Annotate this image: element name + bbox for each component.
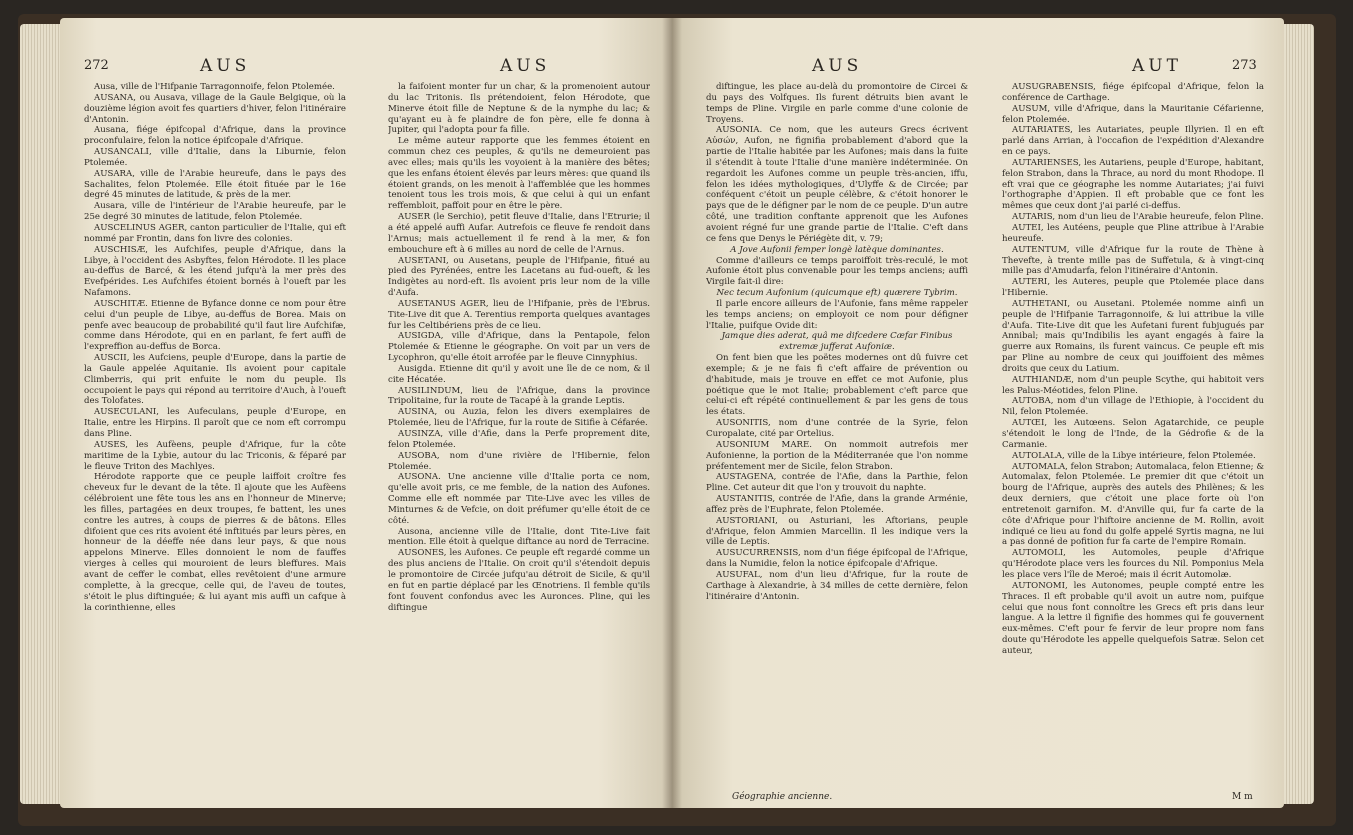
entry-paragraph: Nec tecum Aufonium (quicumque eft) quærere Tybrim. (716, 288, 958, 299)
entry-paragraph: la faifoient monter fur un char, & la promenoient autour du lac Tritonis. Ils prétendoient, felon Hérodote, que Minerve étoit fille de Neptune & de la nymphe du lac; & qu'ayant eu à fe plaindre de fon père, elle fe donna à Jupiter, qui l'adopta pour fa fille. (388, 82, 650, 136)
left-page-column-1 (84, 82, 346, 802)
entry-paragraph: AUTEI, les Autéens, peuple que Pline attribue à l'Arabie heureufe. (1002, 222, 1264, 244)
entry-paragraph: AUTŒI, les Autœens. Selon Agatarchide, ce peuple s'étendoit le long de l'Inde, de la Gédrofie & de la Carmanie. (1002, 418, 1264, 450)
entry-paragraph: AUSTANITIS, contrée de l'Afie, dans la grande Arménie, affez près de l'Euphrate, felon Ptolemée. (706, 494, 968, 515)
entry-paragraph: Ausigda. Etienne dit qu'il y avoit une île de ce nom, & il cite Hécatée. (388, 363, 650, 385)
left-page-column-2 (388, 82, 650, 802)
entry-paragraph: AUSARA, ville de l'Arabie heureufe, dans le pays des Sachalites, felon Ptolemée. Elle étoit fituée par le 16e degré 45 minutes de latitude, & près de la mer. (84, 168, 346, 201)
entry-paragraph: AUSONITIS, nom d'une contrée de la Syrie, felon Curopalate, cité par Ortelius. (706, 418, 968, 439)
gutter-shadow (662, 18, 682, 808)
entry-paragraph: AUTOMOLI, les Automoles, peuple d'Afrique qu'Hérodote place vers les fources du Nil. Pomponius Mela les place vers l'île de Meroé; mais il écrit Automolæ. (1002, 548, 1264, 580)
entry-paragraph: AUTARIENSES, les Autariens, peuple d'Europe, habitant, felon Strabon, dans la Thrace, au nord du mont Rhodope. Il eft vrai que ce géographe les nomme Autariates; j'ai fuivi l'orthographe d'Appien. Il eft probable que ce font les mêmes que ceux dont j'ai parlé ci-deffus. (1002, 157, 1264, 212)
entry-paragraph: AUTHETANI, ou Ausetani. Ptolemée nomme ainfi un peuple de l'Hifpanie Tarragonnoife, & lui attribue la ville d'Aufa. Tite-Live dit que les Aufetani furent fubjugués par Annibal; mais qu'Indibilis les ayant engagés à faire la guerre aux Romains, ils furent vaincus. Ce peuple eft mis par Pline au nombre de ceux qui jouiffoient des mêmes droits que ceux du Latium. (1002, 298, 1264, 374)
entry-paragraph: AUTARIATES, les Autariates, peuple Illyrien. Il en eft parlé dans Arrian, à l'occafion de l'expédition d'Alexandre en ce pays. (1002, 125, 1264, 158)
entry-paragraph: AUTHIANDÆ, nom d'un peuple Scythe, qui habitoit vers les Palus-Méotides, felon Pline. (1002, 374, 1264, 396)
entry-paragraph: AUTOBA, nom d'un village de l'Ethiopie, à l'occident du Nil, felon Ptolemée. (1002, 396, 1264, 418)
entry-paragraph: AUSOBA, nom d'une rivière de l'Hibernie, felon Ptolemée. (388, 450, 650, 472)
entry-paragraph: AUTERI, les Auteres, peuple que Ptolemée place dans l'Hibernie. (1002, 277, 1264, 299)
entry-paragraph: AUSER (le Serchio), petit fleuve d'Italie, dans l'Etrurie; il a été appelé auffi Aufar. Autrefois ce fleuve fe rendoit dans l'Arnus; mais actuellement il fe rend à la mer, & fon embouchure eft à 6 milles au nord de celle de l'Arnus. (388, 212, 650, 255)
entry-paragraph: Ausona, ancienne ville de l'Italie, dont Tite-Live fait mention. Elle étoit à quelque diftance au nord de Terracine. (388, 526, 650, 548)
entry-paragraph: AUSCII, les Aufciens, peuple d'Europe, dans la partie de la Gaule appelée Aquitanie. Ils avoient pour capitale Climberris, qui prit enfuite le nom du peuple. Ils occupoient le pays qui répond au territoire d'Auch, à l'oueft des Tolofates. (84, 353, 346, 407)
entry-paragraph: AUSUCURRENSIS, nom d'un fiége épifcopal de l'Afrique, dans la Numidie, felon la notice épifcopale d'Afrique. (706, 548, 968, 570)
entry-paragraph: AUSANA, ou Ausava, village de la Gaule Belgique, où la douzième légion avoit fes quartiers d'hiver, felon l'itinéraire d'Antonin. (84, 92, 346, 125)
entry-paragraph: AUSONA. Une ancienne ville d'Italie porta ce nom, qu'elle avoit pris, ce me femble, de la nation des Aufones. Comme elle eft nommée par Tite-Live avec les villes de Minturnes & de Vefcie, on doit préfumer qu'elle étoit de ce côté. (388, 472, 650, 526)
entry-paragraph: AUSCHISÆ, les Aufchifes, peuple d'Afrique, dans la Libye, à l'occident des Asbyftes, felon Hérodote. Il les place au-deffus de Barcé, & les étend jufqu'à la mer près des Evefpérides. Les Aufchifes étoient bornés à l'oueft par les Nafamons. (84, 244, 346, 299)
entry-paragraph: diftingue, les place au-delà du promontoire de Circei & du pays des Volfques. Ils furent détruits bien avant le temps de Pline. Virgile en parle comme d'une colonie de Troyens. (706, 82, 968, 125)
right-page-column-2 (1002, 82, 1264, 802)
entry-paragraph: AUSIGDA, ville d'Afrique, dans la Pentapole, felon Ptolemée & Etienne le géographe. On voit par un vers de Lycophron, qu'elle étoit arrofée par le fleuve Cinnyphius. (388, 331, 650, 364)
signature-mark: M m (1232, 792, 1253, 802)
entry-paragraph: AUSINZA, ville d'Afie, dans la Perfe proprement dite, felon Ptolemée. (388, 429, 650, 450)
entry-paragraph: AUSONES, les Aufones. Ce peuple eft regardé comme un des plus anciens de l'Italie. On croit qu'il s'étendoit depuis le promontoire de Circée jufqu'au détroit de Sicile, & qu'il en fut en partie déplacé par les Œnotriens. Il femble qu'ils font fouvent confondus avec les Auronces. Pline, qui les diftingue (388, 548, 650, 613)
entry-paragraph: AUSILINDUM, lieu de l'Afrique, dans la province Tripolitaine, fur la route de Tacapé à la grande Leptis. (388, 385, 650, 407)
entry-paragraph: AUSETANI, ou Ausetans, peuple de l'Hifpanie, fitué au pied des Pyrénées, entre les Lacetans au fud-oueft, & les Indigètes au nord-eft. Ils avoient pris leur nom de la ville d'Aufa. (388, 255, 650, 299)
entry-paragraph: AUTONOMI, les Autonomes, peuple compté entre les Thraces. Il eft probable qu'il avoit un autre nom, puifque celui que nous font connoître les Grecs eft pris dans leur langue. A la lettre il fignifie des hommes qui fe gouvernent eux-mêmes. C'eft pour fe fervir de leur propre nom fans doute qu'Hérodote les appelle quelquefois Satræ. Selon cet auteur, (1002, 580, 1264, 656)
entry-paragraph: AUTENTUM, ville d'Afrique fur la route de Thène à Thevefte, à trente mille pas de Suffetula, & à vingt-cinq mille pas d'Amudarfa, felon l'itinéraire d'Antonin. (1002, 244, 1264, 277)
entry-paragraph: AUSCELINUS AGER, canton particulier de l'Italie, qui eft nommé par Frontin, dans fon livre des colonies. (84, 222, 346, 244)
entry-paragraph: AUSETANUS AGER, lieu de l'Hifpanie, près de l'Ebrus. Tite-Live dit que A. Terentius remporta quelques avantages fur les Celtibériens près de ce lieu. (388, 298, 650, 331)
entry-paragraph: AUSTORIANI, ou Asturiani, les Aftorians, peuple d'Afrique, felon Ammien Marcellin. Il les indique vers la ville de Leptis. (706, 515, 968, 548)
page-number-right: 273 (1232, 58, 1257, 73)
entry-paragraph: AUSONIA. Ce nom, que les auteurs Grecs écrivent Αὐσών, Aufon, ne fignifia probablement d'abord que la partie de l'Italie habitée par les Aufones; mais dans la fuite il s'étendit à toute l'Italie d'une manière indéterminée. On regardoit les Aufones comme un peuple très-ancien, iffu, felon les idées mythologiques, d'Ulyffe & de Circée; par conféquent c'étoit un peuple célèbre, & c'étoit honorer le pays que de le défigner par le nom de ce peuple. D'un autre côté, une tradition conftante apprenoit que les Aufones avoient régné fur une grande partie de l'Italie. C'eft dans ce fens que Denys le Périégète dit, v. 79; (706, 125, 968, 244)
entry-paragraph: AUSANCALI, ville d'Italie, dans la Liburnie, felon Ptolemée. (84, 147, 346, 168)
running-head-left-1: AUS (200, 56, 251, 76)
entry-paragraph: Ausana, fiége épifcopal d'Afrique, dans la province proconfulaire, felon la notice épifcopale d'Afrique. (84, 125, 346, 147)
footer-title: Géographie ancienne. (732, 792, 833, 802)
right-page-column-1 (706, 82, 968, 802)
right-page-edges (1284, 24, 1314, 804)
entry-paragraph: AUTARIS, nom d'un lieu de l'Arabie heureufe, felon Pline. (1012, 212, 1264, 223)
entry-paragraph: Ausara, ville de l'intérieur de l'Arabie heureufe, par le 25e degré 30 minutes de latitude, felon Ptolemée. (84, 201, 346, 223)
entry-paragraph: A Jove Aufonii femper longè latèque dominantes. (730, 244, 944, 255)
left-page (60, 18, 672, 808)
right-page (672, 18, 1284, 808)
entry-paragraph: Comme d'ailleurs ce temps paroiffoit très-reculé, le mot Aufonie étoit plus convenable pour les temps anciens; auffi Virgile fait-il dire: (706, 255, 968, 288)
entry-paragraph: Jamque dies aderat, quâ me difcedere Cæfar Finibus extremæ jufferat Aufoniæ. (721, 331, 953, 353)
entry-paragraph: AUSTAGENA, contrée de l'Afie, dans la Parthie, felon Pline. Cet auteur dit que l'on y trouvoit du naphte. (706, 472, 968, 494)
entry-paragraph: AUSECULANI, les Aufeculans, peuple d'Europe, en Italie, entre les Hirpins. Il paroît que ce nom eft corrompu dans Pline. (84, 407, 346, 439)
entry-paragraph: AUSONIUM MARE. On nommoit autrefois mer Aufonienne, la portion de la Méditerranée que l'on nomme préfentement mer de Sicile, felon Strabon. (706, 439, 968, 472)
entry-paragraph: On fent bien que les poëtes modernes ont dû fuivre cet exemple; & je ne fais fi c'eft affaire de prévention ou d'habitude, mais je trouve en effet ce mot Aufonie, plus poétique que le mot Italie; probablement c'eft parce que celui-ci eft répété continuellement & par les gens de tous les états. (706, 353, 968, 418)
entry-paragraph: AUSCHITÆ. Etienne de Byfance donne ce nom pour être celui d'un peuple de Libye, au-deffus de Borea. Mais on penfe avec beaucoup de probabilité qu'il faut lire Aufchifæ, comme dans Hérodote, qui en en parlant, fe fert auffi de l'expreffion au-deffus de Borca. (84, 298, 346, 353)
entry-paragraph: Ausa, ville de l'Hifpanie Tarragonnoife, felon Ptolemée. (94, 82, 335, 92)
running-head-left-2: AUS (500, 56, 551, 76)
entry-paragraph: Le même auteur rapporte que les femmes étoient en commun chez ces peuples, & qu'ils ne demeuroient pas avec elles; mais qu'ils les voyoient à la manière des bêtes; que les enfans étoient élevés par leurs mères: que quand ils étoient grands, on les menoit à l'affemblée que les hommes tenoient tous les trois mois, & que celui à qui un enfant reffembloit, paffoit pour en être le père. (388, 136, 650, 212)
entry-paragraph: Hérodote rapporte que ce peuple laiffoit croître fes cheveux fur le devant de la tête. Il ajoute que les Aufèens célébroient une fête tous les ans en l'honneur de Minerve; les filles, partagées en deux troupes, fe battent, les unes contre les autres, à coups de pierres & de bâtons. Elles difoient que ces rits avoient été inftitués par leurs pères, en honneur de la déeffe née dans leur pays, & que nous appelons Minerve. Elles donnoient le nom de fauffes vierges à celles qui mouroient de leurs bleffures. Mais avant de ceffer le combat, elles revêtoient d'une armure complette, à la grecque, celle qui, de l'aveu de toutes, s'étoit le plus diftinguée; & lui ayant mis auffi un cafque à la corinthienne, elles (84, 472, 346, 613)
entry-paragraph: AUTOMALA, felon Strabon; Automalaca, felon Etienne; & Automalax, felon Ptolemée. Le premier dit que c'étoit un bourg de l'Afrique, auprès des autels des Philènes; & les deux derniers, que c'étoit une place forte où l'on entretenoit garnifon. M. d'Anville qui, fur fa carte de la côte d'Afrique pour l'hiftoire ancienne de M. Rollin, avoit indiqué ce lieu au fond du golfe appelé Syrtis magna, ne lui a pas donné de pofition fur fa carte de l'empire Romain. (1002, 461, 1264, 548)
entry-paragraph: AUSUGRABENSIS, fiége épifcopal d'Afrique, felon la conférence de Carthage. (1002, 82, 1264, 103)
page-number-left: 272 (84, 58, 109, 73)
running-head-right-1: AUS (812, 56, 863, 76)
entry-paragraph: AUSUFAL, nom d'un lieu d'Afrique, fur la route de Carthage à Alexandrie, à 34 milles de cette dernière, felon l'itinéraire d'Antonin. (706, 569, 968, 602)
entry-paragraph: AUSES, les Aufèens, peuple d'Afrique, fur la côte maritime de la Lybie, autour du lac Triconis, & féparé par le fleuve Triton des Machlyes. (84, 439, 346, 472)
left-page-edges (20, 24, 60, 804)
entry-paragraph: AUSUM, ville d'Afrique, dans la Mauritanie Céfarienne, felon Ptolemée. (1002, 103, 1264, 125)
entry-paragraph: AUSINA, ou Auzia, felon les divers exemplaires de Ptolemée, lieu de l'Afrique, fur la route de Sitifie à Céfarée. (388, 407, 650, 429)
entry-paragraph: Il parle encore ailleurs de l'Aufonie, fans même rappeler les temps anciens; on employoit ce nom pour défigner l'Italie, puifque Ovide dit: (706, 298, 968, 331)
running-head-right-2: AUT (1132, 56, 1182, 76)
entry-paragraph: AUTOLALA, ville de la Libye intérieure, felon Ptolemée. (1012, 450, 1256, 461)
